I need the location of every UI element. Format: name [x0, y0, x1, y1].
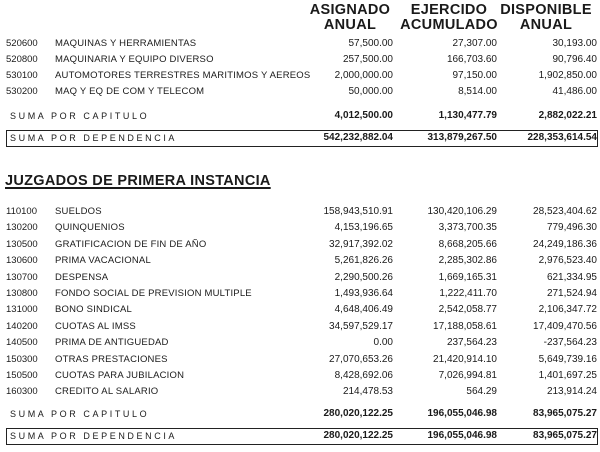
row-description: SUELDOS — [55, 206, 102, 217]
row-code: 130200 — [6, 222, 38, 234]
row-disponible: 213,914.24 — [546, 386, 597, 398]
row-ejercido: 2,285,302.86 — [438, 255, 497, 267]
row-ejercido: 97,150.00 — [452, 70, 497, 81]
row-ejercido: 7,026,994.81 — [438, 370, 497, 381]
row-description: QUINQUENIOS — [55, 222, 125, 234]
row-description: DESPENSA — [55, 271, 109, 283]
sum-dependencia-label: SUMA POR DEPENDENCIA — [10, 431, 178, 441]
row-ejercido: 27,307.00 — [452, 38, 497, 49]
row-ejercido: 1,669,165.31 — [438, 271, 497, 283]
row-ejercido: 2,542,058.77 — [438, 304, 497, 316]
row-asignado: 5,261,826.26 — [334, 255, 393, 267]
row-disponible: 30,193.00 — [552, 38, 597, 49]
header-disponible-line1: DISPONIBLE — [500, 2, 592, 18]
top-sum-capitulo-label: SUMA POR CAPITULO — [10, 111, 150, 121]
row-code: 130800 — [6, 288, 38, 299]
row-asignado: 32,917,392.02 — [329, 238, 393, 250]
top-sum-dependencia-disponible: 228,353,614.54 — [527, 132, 597, 143]
section-title: JUZGADOS DE PRIMERA INSTANCIA — [5, 173, 271, 189]
row-asignado: 57,500.00 — [348, 38, 393, 49]
row-ejercido: 237,564.23 — [446, 337, 497, 349]
row-disponible: 621,334.95 — [546, 271, 597, 283]
row-description: CUOTAS PARA JUBILACION — [55, 370, 185, 381]
row-description: AUTOMOTORES TERRESTRES MARITIMOS Y AEREOS — [55, 70, 311, 81]
row-description: BONO SINDICAL — [55, 304, 133, 316]
row-disponible: 24,249,186.36 — [533, 238, 597, 250]
row-code: 140500 — [6, 337, 38, 349]
row-code: 520800 — [6, 54, 38, 65]
row-disponible: 2,976,523.40 — [538, 255, 597, 267]
row-description: OTRAS PRESTACIONES — [55, 353, 168, 365]
sum-dependencia-ejercido: 196,055,046.98 — [427, 430, 497, 441]
row-code: 130500 — [6, 238, 38, 250]
header-asignado-line2: ANUAL — [323, 17, 377, 33]
row-asignado: 50,000.00 — [348, 86, 393, 97]
row-description: MAQUINARIA Y EQUIPO DIVERSO — [55, 54, 214, 65]
row-code: 130700 — [6, 271, 38, 283]
top-sum-capitulo-asignado: 4,012,500.00 — [334, 110, 393, 121]
row-disponible: 17,409,470.56 — [533, 320, 597, 332]
row-disponible: 41,486.00 — [552, 86, 597, 97]
row-asignado: 4,648,406.49 — [334, 304, 393, 316]
row-code: 131000 — [6, 304, 38, 316]
sum-capitulo-ejercido: 196,055,046.98 — [427, 408, 497, 419]
sum-capitulo-label: SUMA POR CAPITULO — [10, 409, 150, 419]
row-asignado: 2,290,500.26 — [334, 271, 393, 283]
row-ejercido: 3,373,700.35 — [438, 222, 497, 234]
row-asignado: 158,943,510.91 — [323, 206, 393, 217]
top-sum-capitulo-ejercido: 1,130,477.79 — [438, 110, 497, 121]
row-ejercido: 8,668,205.66 — [438, 238, 497, 250]
row-description: CUOTAS AL IMSS — [55, 320, 136, 332]
row-disponible: 90,796.40 — [552, 54, 597, 65]
row-asignado: 1,493,936.64 — [334, 288, 393, 299]
row-description: MAQ Y EQ DE COM Y TELECOM — [55, 86, 205, 97]
row-disponible: 2,106,347.72 — [538, 304, 597, 316]
row-code: 150500 — [6, 370, 38, 381]
row-code: 530100 — [6, 70, 38, 81]
top-sum-dependencia-label: SUMA POR DEPENDENCIA — [10, 133, 178, 143]
row-asignado: 0.00 — [373, 337, 393, 349]
row-asignado: 257,500.00 — [342, 54, 393, 65]
row-asignado: 4,153,196.65 — [334, 222, 393, 234]
row-code: 520600 — [6, 38, 38, 49]
row-ejercido: 17,188,058.61 — [433, 320, 497, 332]
row-ejercido: 564.29 — [466, 386, 497, 398]
row-description: PRIMA VACACIONAL — [55, 255, 151, 267]
row-ejercido: 1,222,411.70 — [439, 288, 497, 299]
row-code: 160300 — [6, 386, 38, 398]
row-disponible: 779,496.30 — [546, 222, 597, 234]
row-disponible: 1,401,697.25 — [538, 370, 597, 381]
row-description: GRATIFICACION DE FIN DE AÑO — [55, 238, 207, 250]
top-sum-dependencia-asignado: 542,232,882.04 — [323, 132, 393, 143]
header-asignado-line1: ASIGNADO — [309, 2, 391, 18]
top-sum-capitulo-disponible: 2,882,022.21 — [538, 110, 597, 121]
row-description: CREDITO AL SALARIO — [55, 386, 159, 398]
sum-capitulo-asignado: 280,020,122.25 — [323, 408, 393, 419]
header-ejercido-line2: ACUMULADO — [400, 17, 498, 33]
row-disponible: 1,902,850.00 — [538, 70, 597, 81]
row-code: 150300 — [6, 353, 38, 365]
row-disponible: 28,523,404.62 — [533, 206, 597, 217]
row-code: 140200 — [6, 320, 38, 332]
row-ejercido: 21,420,914.10 — [433, 353, 497, 365]
row-disponible: 271,524.94 — [546, 288, 597, 299]
row-asignado: 2,000,000.00 — [334, 70, 393, 81]
sum-capitulo-disponible: 83,965,075.27 — [533, 408, 597, 419]
row-ejercido: 8,514.00 — [458, 86, 497, 97]
row-disponible: -237,564.23 — [543, 337, 597, 349]
row-asignado: 214,478.53 — [342, 386, 393, 398]
row-code: 110100 — [6, 206, 37, 217]
sum-dependencia-asignado: 280,020,122.25 — [323, 430, 393, 441]
row-asignado: 8,428,692.06 — [334, 370, 393, 381]
row-description: MAQUINAS Y HERRAMIENTAS — [55, 38, 197, 49]
header-ejercido-line1: EJERCIDO — [410, 2, 488, 18]
row-disponible: 5,649,739.16 — [538, 353, 597, 365]
row-description: FONDO SOCIAL DE PREVISION MULTIPLE — [55, 288, 252, 299]
row-description: PRIMA DE ANTIGUEDAD — [55, 337, 169, 349]
row-asignado: 34,597,529.17 — [329, 320, 393, 332]
sum-dependencia-disponible: 83,965,075.27 — [533, 430, 597, 441]
row-code: 130600 — [6, 255, 38, 267]
row-code: 530200 — [6, 86, 38, 97]
header-disponible-line2: ANUAL — [519, 17, 573, 33]
row-ejercido: 130,420,106.29 — [427, 206, 497, 217]
top-sum-dependencia-ejercido: 313,879,267.50 — [427, 132, 497, 143]
header-disponible — [494, 3, 598, 33]
header-ejercido — [394, 3, 504, 33]
row-asignado: 27,070,653.26 — [329, 353, 393, 365]
row-ejercido: 166,703.60 — [446, 54, 497, 65]
header-asignado — [300, 3, 400, 33]
